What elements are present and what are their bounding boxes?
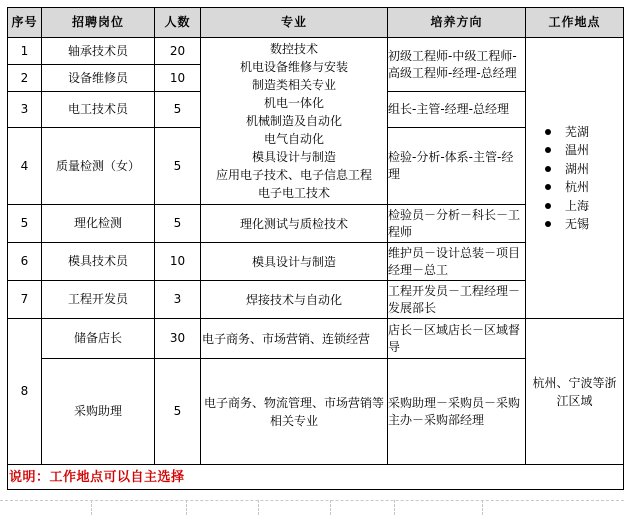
location-list — [527, 123, 622, 234]
row-count: 30 — [155, 319, 201, 359]
major-cell: 焊接技术与自动化 — [201, 281, 388, 319]
major-item: 电子电工技术 — [257, 186, 330, 200]
header-major: 专业 — [201, 8, 388, 38]
row-position: 质量检测（女） — [42, 128, 155, 205]
direction-cell: 采购助理－采购员－采购主办－采购部经理 — [388, 359, 526, 465]
bullet-icon — [545, 184, 551, 190]
header-location: 工作地点 — [526, 8, 624, 38]
grid-line — [258, 500, 259, 515]
major-item: 相关专业 — [269, 413, 318, 428]
row-count: 5 — [155, 205, 201, 243]
bullet-icon — [545, 203, 551, 209]
major-cell — [201, 359, 388, 465]
direction-cell: 维护员－设计总装－项目经理－总工 — [388, 243, 526, 281]
direction-cell: 工程开发员－工程经理－发展部长 — [388, 281, 526, 319]
direction-cell: 组长-主管-经理-总经理 — [388, 92, 526, 128]
list-item: 芜湖 — [537, 123, 622, 142]
major-cell: 模具设计与制造 — [201, 243, 388, 281]
header-count: 人数 — [155, 8, 201, 38]
major-cell: 理化测试与质检技术 — [201, 205, 388, 243]
bullet-icon — [545, 221, 551, 227]
row-no: 8 — [8, 319, 42, 465]
row-position: 工程开发员 — [42, 281, 155, 319]
major-item: 模具设计与制造 — [251, 150, 336, 164]
row-no: 2 — [8, 65, 42, 92]
header-direction: 培养方向 — [388, 8, 526, 38]
row-no: 7 — [8, 281, 42, 319]
location-cell: 杭州、宁波等浙江区域 — [526, 319, 624, 465]
major-group-cell — [201, 38, 388, 205]
direction-cell: 初级工程师-中级工程师-高级工程师-经理-总经理 — [388, 38, 526, 92]
table-row — [8, 319, 624, 359]
note-row — [8, 465, 624, 490]
row-position: 模具技术员 — [42, 243, 155, 281]
grid-line — [482, 500, 483, 515]
grid-line — [91, 500, 92, 515]
direction-cell: 检验-分析-体系-主管-经理 — [388, 128, 526, 205]
major-item: 电子商务、物流管理、市场营销等 — [203, 395, 384, 410]
grid-line — [0, 500, 624, 501]
header-position: 招聘岗位 — [42, 8, 155, 38]
list-item: 无锡 — [537, 215, 622, 234]
row-count: 5 — [155, 92, 201, 128]
row-position: 轴承技术员 — [42, 38, 155, 65]
major-cell: 电子商务、市场营销、连锁经营 — [201, 319, 388, 359]
note-text: 说明：工作地点可以自主选择 — [8, 465, 624, 490]
list-item: 湖州 — [537, 160, 622, 179]
major-item: 机电设备维修与安装 — [239, 60, 348, 74]
list-item: 上海 — [537, 197, 622, 216]
row-no: 1 — [8, 38, 42, 65]
header-row — [8, 8, 624, 38]
major-item: 电气自动化 — [263, 132, 324, 146]
row-position: 理化检测 — [42, 205, 155, 243]
row-position: 储备店长 — [42, 319, 155, 359]
major-item: 应用电子技术、电子信息工程 — [215, 168, 372, 182]
major-item: 数控技术 — [269, 42, 318, 56]
row-count: 10 — [155, 243, 201, 281]
row-no: 6 — [8, 243, 42, 281]
bullet-icon — [545, 129, 551, 135]
location-list-cell — [526, 38, 624, 319]
row-no: 3 — [8, 92, 42, 128]
grid-line — [330, 500, 331, 515]
direction-cell: 店长－区域店长－区域督导 — [388, 319, 526, 359]
row-no: 5 — [8, 205, 42, 243]
major-item: 机械制造及自动化 — [245, 114, 342, 128]
grid-line — [186, 500, 187, 515]
header-no: 序号 — [8, 8, 42, 38]
grid-line — [394, 500, 395, 515]
list-item: 温州 — [537, 141, 622, 160]
row-position: 采购助理 — [42, 359, 155, 465]
bullet-icon — [545, 147, 551, 153]
bullet-icon — [545, 166, 551, 172]
list-item: 杭州 — [537, 178, 622, 197]
row-no: 4 — [8, 128, 42, 205]
row-count: 3 — [155, 281, 201, 319]
recruitment-table — [7, 7, 624, 490]
table-row — [8, 38, 624, 65]
row-count: 20 — [155, 38, 201, 65]
major-item: 机电一体化 — [263, 96, 324, 110]
row-count: 5 — [155, 359, 201, 465]
row-position: 设备维修员 — [42, 65, 155, 92]
major-item: 制造类相关专业 — [251, 78, 336, 92]
row-count: 10 — [155, 65, 201, 92]
row-count: 5 — [155, 128, 201, 205]
row-position: 电工技术员 — [42, 92, 155, 128]
direction-cell: 检验员－分析－科长－工程师 — [388, 205, 526, 243]
